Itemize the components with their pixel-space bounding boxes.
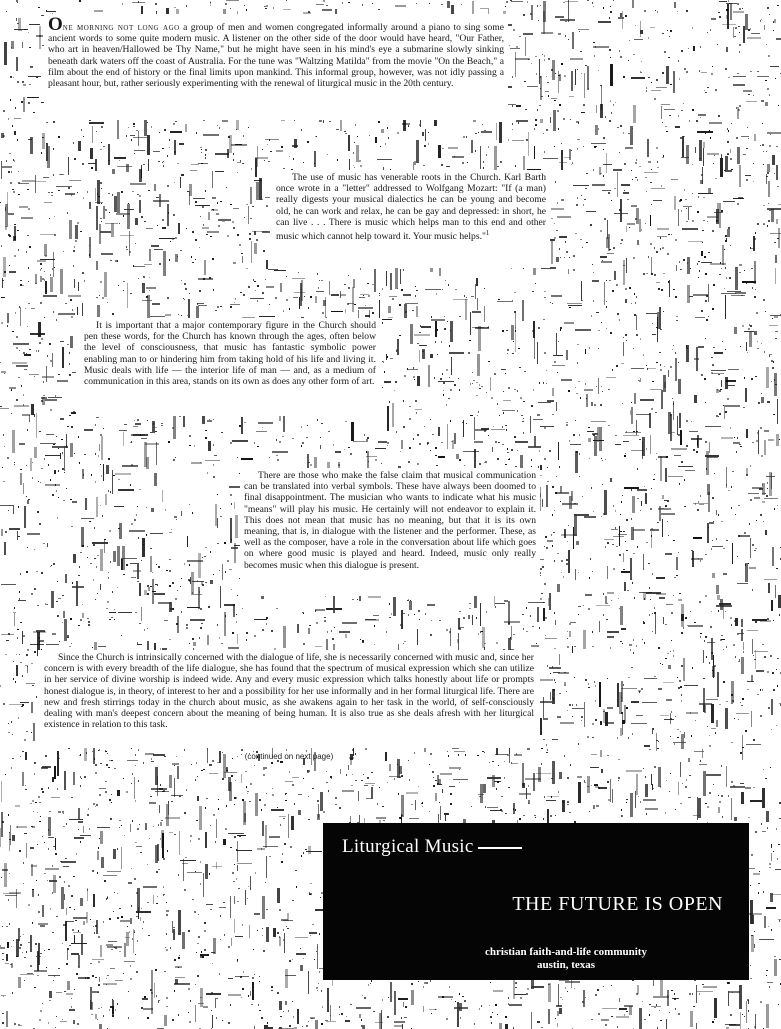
continued-note: (continued on next page): [244, 752, 334, 761]
series-title-text: Liturgical Music: [342, 836, 474, 857]
intro-lead-words: ne morning not long ago: [62, 22, 180, 33]
dialogue-paragraph: [38, 650, 540, 748]
importance-paragraph: [80, 318, 382, 416]
verbal-symbols-text: There are those who make the false claim that musical communication can be translated into verbal symbols. These have always been doomed to final disappointment. The musician who wants to indicate what his music "means" will play his music. He certainly will not endeavor to explain it. This does not mean that music has no meaning, but that it is its own meaning, that is, in dialogue with the listener and the performer. These, as well as the composer, have a role in the conversation about life which goes on where good music is played and heard. Indeed, music only really becomes music when this dialogue is present.: [244, 470, 536, 571]
title-rule: [478, 847, 522, 849]
footnote-marker: 1: [485, 229, 490, 238]
dialogue-text: Since the Church is intrinsically concerned with the dialogue of life, she is necessarily concerned with music and, since her concern is with every breadth of the life dialogue, she has found that the spectrum of musical expression which she can utilize in her service of divine worship is indeed wide. Any and every music expression which talks honestly about life or prompts honest dialogue is, in theory, of interest to her and a possibility for her use informally and in her formal liturgical life. There are new and fresh stirrings today in the church about music, as she awakens again to her task in the world, of self-consciously dealing with man's deepest concern about the meaning of being human. It is also true as she deals afresh with her liturgical existence in relation to this task.: [44, 652, 534, 731]
intro-paragraph: [44, 14, 508, 120]
main-title: THE FUTURE IS OPEN: [512, 893, 723, 915]
series-title: [342, 836, 522, 858]
verbal-symbols-paragraph: [240, 468, 540, 596]
barth-quote-paragraph: [270, 170, 550, 268]
drop-cap: O: [48, 14, 63, 35]
barth-quote-text: The use of music has venerable roots in the Church. Karl Barth once wrote in a "letter" addressed to Wolfgang Mozart: "If (a man) really digests your musical dialectics he can be young and become old, he can work and relax, he can be gay and depressed: in short, he can live . . . There is music which helps man to this end and other music which cannot help toward it. Your music helps.": [276, 172, 546, 243]
importance-text: It is important that a major contemporary figure in the Church should pen these words, for the Church has known through the ages, often below the level of consciousness, that music has fantastic symbolic power enabling man to or hindering him from taking hold of his life and living it. Music deals with life — the interior life of man — and, as a medium of communication in this area, stands on its own as does any other form of art.: [84, 320, 376, 388]
intro-text: a group of men and women congregated informally around a piano to sing some ancient words to some quite modern music. A listener on the other side of the door would have heard, "Our Father, who art in heaven/Hallowed be Thy Name," but he might have seen in his mind's eye a submarine slowly sinking beneath dark waters off the coast of Australia. For the tune was "Waltzing Matilda" from the movie "On the Beach," a film about the end of history or the final limits upon mankind. This informal group, however, was not idly passing a pleasant hour, but, rather seriously experimenting with the renewal of liturgical music in the 20th century.: [48, 22, 504, 90]
title-panel: [323, 823, 749, 980]
publisher-name: christian faith-and-life community: [485, 946, 647, 958]
publisher-place: austin, texas: [536, 959, 596, 971]
